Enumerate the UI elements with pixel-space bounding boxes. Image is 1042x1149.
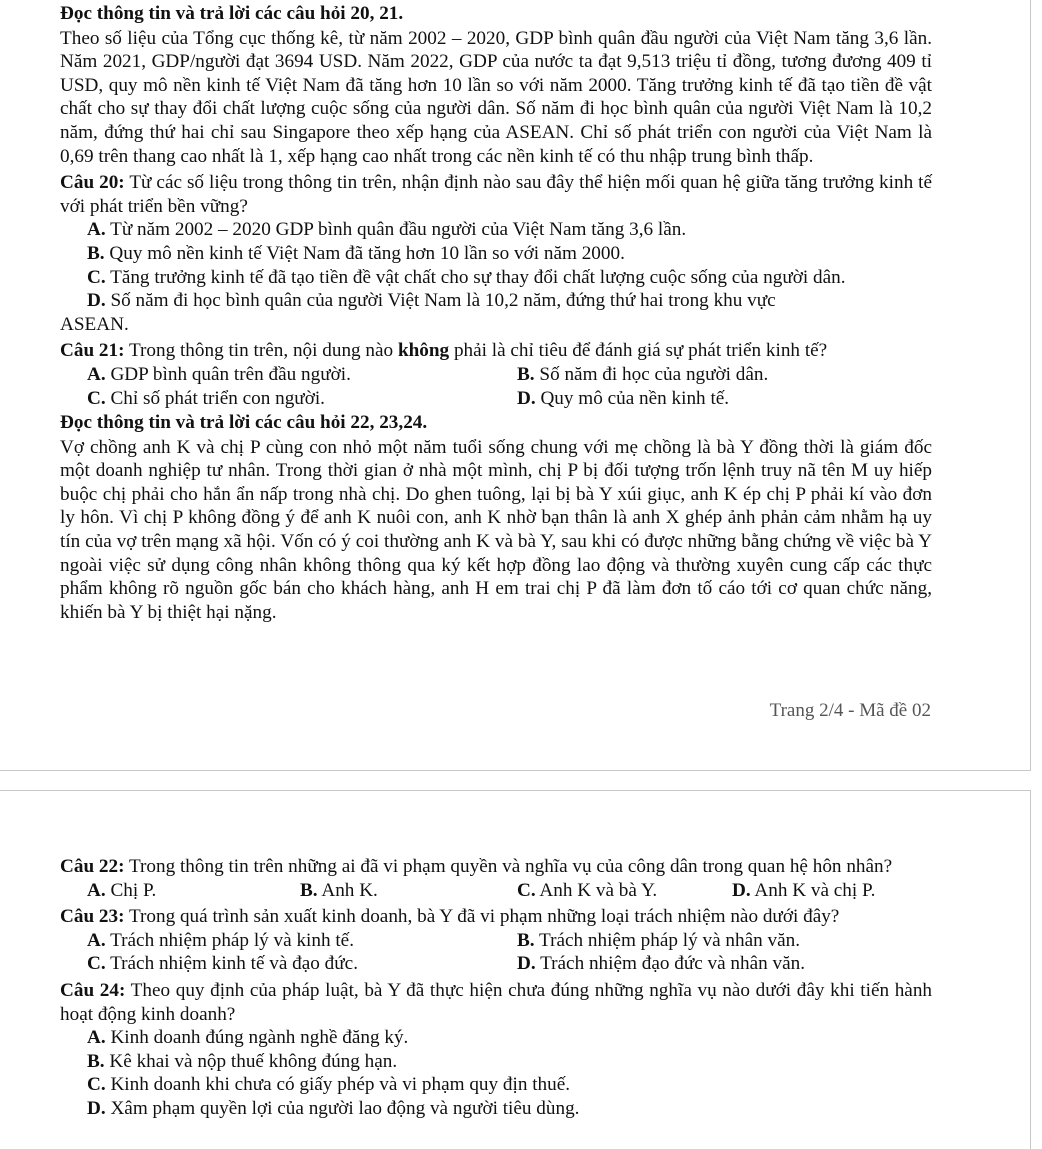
question-22-option-d: D. Anh K và chị P. [732,879,876,901]
section-heading-22-24: Đọc thông tin và trả lời các câu hỏi 22, 23,24. [60,412,428,434]
section-heading-20-21: Đọc thông tin và trả lời các câu hỏi 20, 21. [60,3,404,24]
question-22-options-row [60,879,932,903]
question-22-label: Câu 22: [60,856,125,877]
question-21: Câu 21: Trong thông tin trên, nội dung nào không phải là chỉ tiêu để đánh giá sự phát triển kinh tế? [60,340,828,362]
question-20 [60,171,932,218]
question-22-option-a: A. Chị P. [87,879,157,901]
question-20-option-a: A. Từ năm 2002 – 2020 GDP bình quân đầu người của Việt Nam tăng 3,6 lần. [87,219,687,241]
question-22: Câu 22: Trong thông tin trên những ai đã vi phạm quyền và nghĩa vụ của công dân trong quan hệ hôn nhân? [60,856,893,877]
question-22-option-c: C. Anh K và bà Y. [517,879,658,901]
question-20-option-b: B. Quy mô nền kinh tế Việt Nam đã tăng hơn 10 lần so với năm 2000. [87,242,625,264]
question-20-label: Câu 20: [60,172,125,194]
question-23-label: Câu 23: [60,906,125,928]
passage-economy: Theo số liệu của Tổng cục thống kê, từ năm 2002 – 2020, GDP bình quân đầu người của Việt Nam tăng 3,6 lần. Năm 2021, GDP/người đạt 3694 USD. Năm 2022, GDP của nước ta đạt 9,513 triệu tỉ đồng, tương đương 409 tỉ USD, quy mô nền kinh tế Việt Nam đã tăng hơn 10 lần so với năm 2000. Tăng trưởng kinh tế đã tạo tiền đề vật chất cho sự thay đổi chất lượng cuộc sống của người dân. Số năm đi học bình quân của người Việt Nam là 10,2 năm, đứng thứ hai chỉ sau Singapore theo xếp hạng của ASEAN. Chỉ số phát triển con người của Việt Nam là 0,69 trên thang cao nhất là 1, xếp hạng cao nhất trong các nền kinh tế có thu nhập trung bình thấp. [60,27,932,167]
question-23-options-row-1 [60,929,932,953]
question-24-label: Câu 24: [60,979,126,1001]
page-footer: Trang 2/4 - Mã đề 02 [769,700,931,721]
question-23-option-c: C. Trách nhiệm kinh tế và đạo đức. [87,953,358,975]
question-24-option-a: A. Kinh doanh đúng ngành nghề đăng ký. [87,1027,409,1049]
page-3-content [60,855,932,1121]
question-21-emphasis: không [397,340,450,362]
question-21-option-c: C. Chỉ số phát triển con người. [87,387,325,409]
question-24: Câu 24: Theo quy định của pháp luật, bà Y đã thực hiện chưa đúng những nghĩa vụ nào dưới đây khi tiến hành hoạt động kinh doanh? [60,979,933,1025]
question-24-option-c: C. Kinh doanh khi chưa có giấy phép và vi phạm quy địn thuế. [87,1074,571,1096]
page-3-sheet [0,790,1031,1149]
question-24-option-d: D. Xâm phạm quyền lợi của người lao động và người tiêu dùng. [87,1097,580,1119]
question-21-option-d: D. Quy mô của nền kinh tế. [517,387,730,409]
question-21-label: Câu 21: [60,340,125,362]
question-22-option-b: B. Anh K. [300,879,378,901]
question-23-option-b: B. Trách nhiệm pháp lý và nhân văn. [517,929,800,951]
question-21-option-b: B. Số năm đi học của người dân. [517,363,769,385]
question-23-option-a: A. Trách nhiệm pháp lý và kinh tế. [87,929,354,951]
question-21-options-row-1 [60,363,932,387]
question-24-option-b: B. Kê khai và nộp thuế không đúng hạn. [87,1050,398,1072]
page-gap [0,771,1042,790]
passage-family-business: Vợ chồng anh K và chị P cùng con nhỏ một năm tuổi sống chung với mẹ chồng là bà Y đồng thời là giám đốc một doanh nghiệp tư nhân. Trong thời gian ở nhà một mình, chị P bị đối tượng trốn lệnh truy nã tên M uy hiếp buộc chị phải cho hắn ẩn nấp trong nhà chị. Do ghen tuông, lại bị bà Y xúi giục, anh K ép chị P phải kí vào đơn ly hôn. Vì chị P không đồng ý để anh K nuôi con, anh K nhờ bạn thân là anh X ghép ảnh phản cảm nhằm hạ uy tín của vợ trên mạng xã hội. Vốn có ý coi thường anh K và bà Y, sau khi có được những bằng chứng về việc bà Y ngoài việc sử dụng công nhân không thông qua ký kết hợp đồng lao động và thường xuyên cung cấp các thực phẩm không rõ nguồn gốc bán cho khách hàng, anh H em trai chị P đã làm đơn tố cáo tới cơ quan chức năng, khiến bà Y bị thiệt hại nặng. [60,436,932,623]
question-20-option-d: D. Số năm đi học bình quân của người Việt Nam là 10,2 năm, đứng thứ hai trong khu vực [87,290,776,312]
question-23-options-row-2 [60,952,932,976]
question-23: Câu 23: Trong quá trình sản xuất kinh doanh, bà Y đã vi phạm những loại trách nhiệm nào dưới đây? [60,906,840,928]
question-20-text: Từ các số liệu trong thông tin trên, nhận định nào sau đây thể hiện mối quan hệ giữa tăng trưởng kinh tế với phát triển bền vững? [60,172,932,217]
question-21-option-a: A. GDP bình quân trên đầu người. [87,363,351,385]
question-21-options-row-2 [60,387,932,411]
question-23-option-d: D. Trách nhiệm đạo đức và nhân văn. [517,953,806,975]
question-20-option-c: C. Tăng trưởng kinh tế đã tạo tiền đề vật chất cho sự thay đổi chất lượng cuộc sống của người dân. [87,266,846,288]
page-2-content [60,2,932,624]
question-20-option-d-continued: ASEAN. [60,313,129,335]
